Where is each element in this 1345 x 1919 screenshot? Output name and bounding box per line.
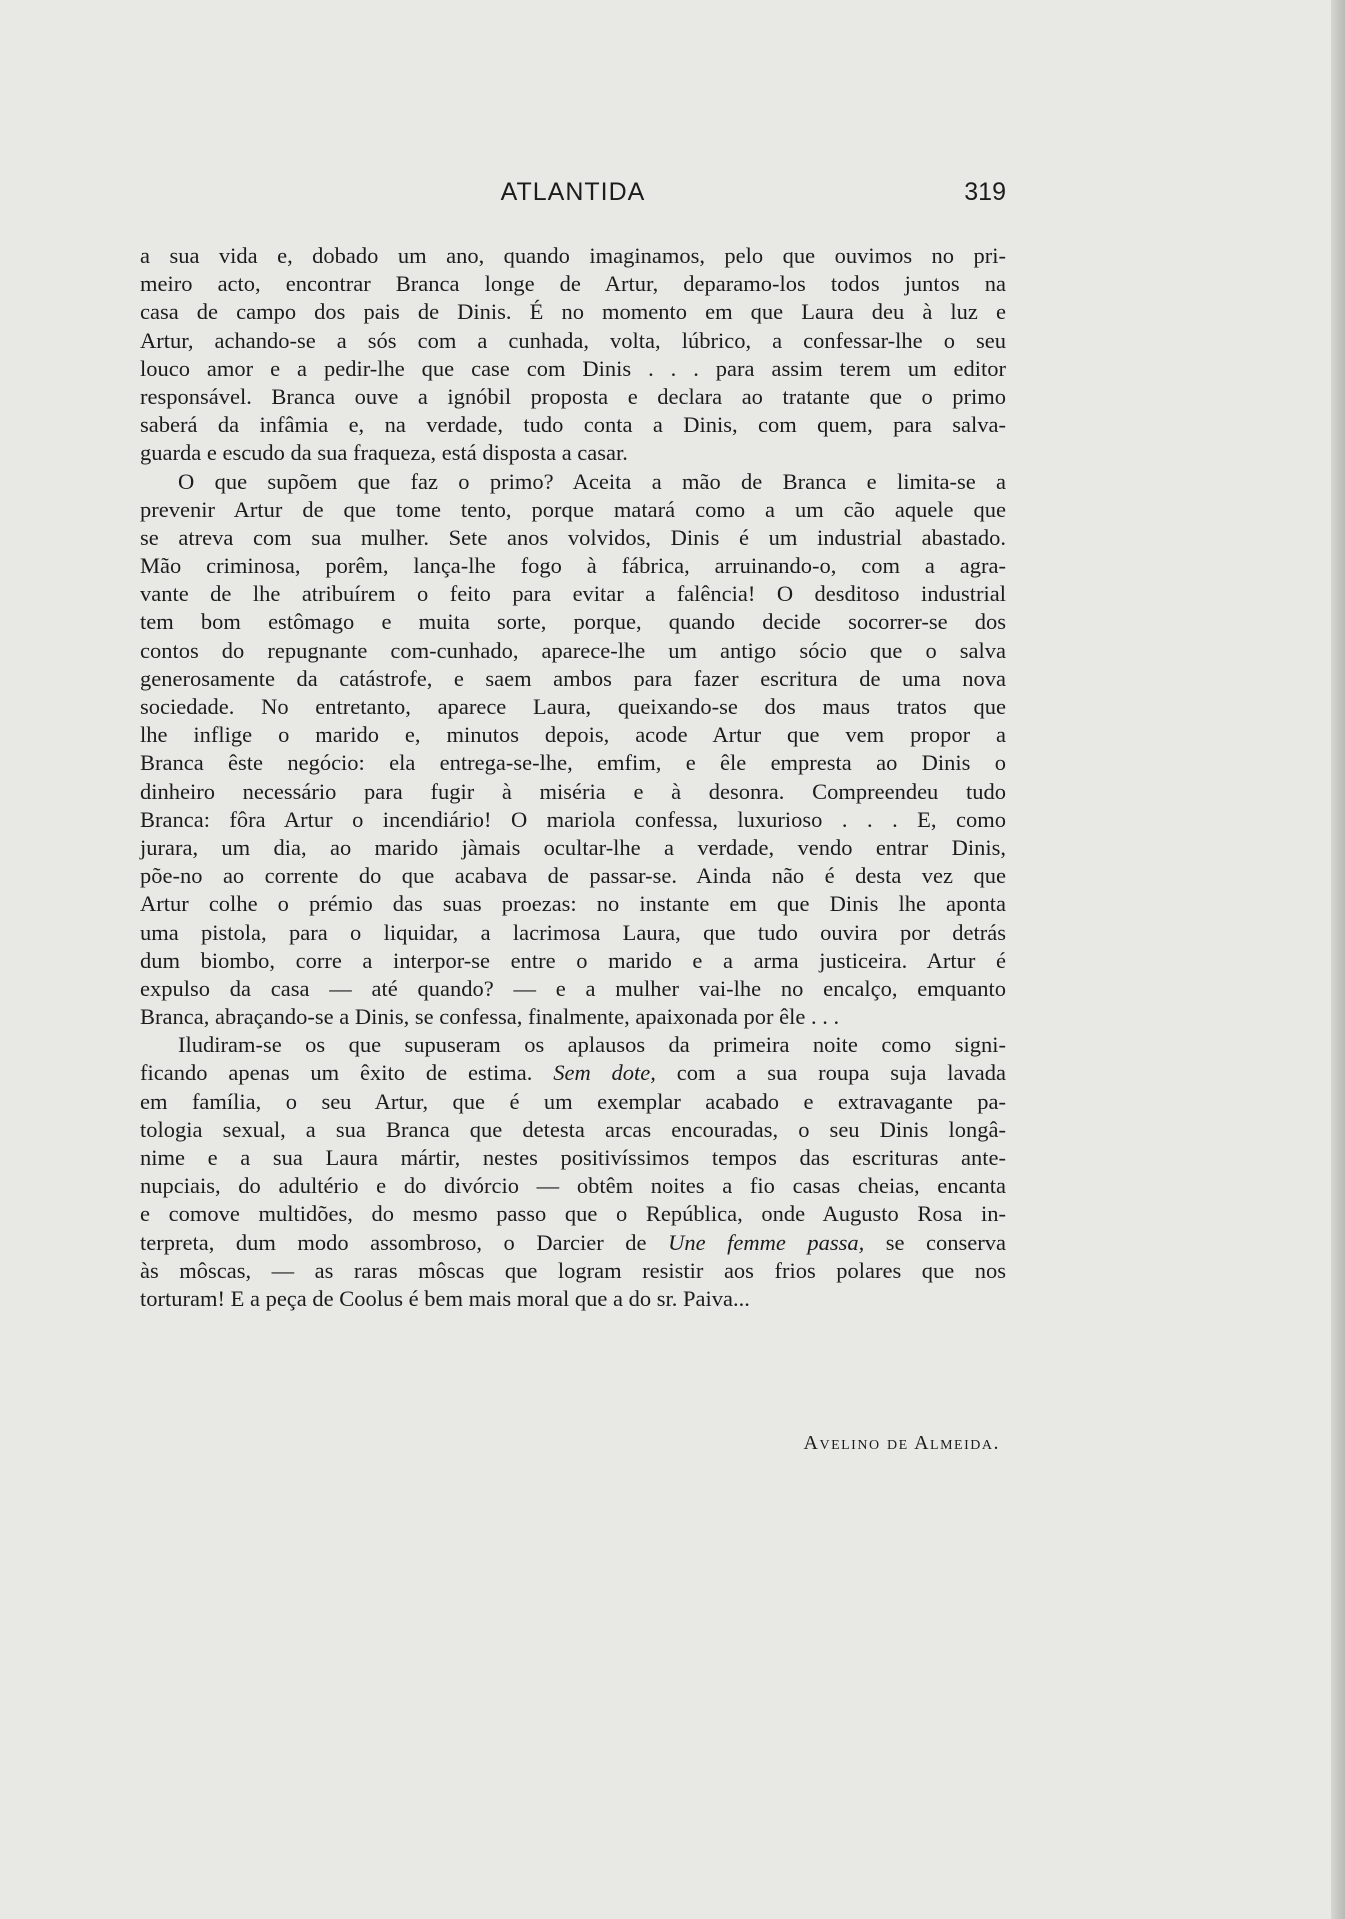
text-line: torturam! E a peça de Coolus é bem mais moral que a do sr. Paiva... bbox=[140, 1285, 750, 1311]
text-line: tologia sexual, a sua Branca que detesta arcas encouradas, o seu Dinis longâ- bbox=[140, 1116, 1006, 1142]
text-line: contos do repugnante com-cunhado, aparece-lhe um antigo sócio que o salva bbox=[140, 637, 1006, 663]
text-line: sociedade. No entretanto, aparece Laura, queixando-se dos maus tratos que bbox=[140, 694, 1006, 719]
text-line: Artur, achando-se a sós com a cunhada, volta, lúbrico, a confessar-lhe o seu bbox=[140, 327, 1006, 353]
running-title: ATLANTIDA bbox=[500, 178, 646, 206]
text-line: generosamente da catástrofe, e saem ambos para fazer escritura de uma nova bbox=[140, 665, 1006, 691]
text-line: vante de lhe atribuírem o feito para evitar a falência! O desditoso industrial bbox=[140, 581, 1006, 607]
article-body bbox=[140, 242, 1006, 1313]
text-line: prevenir Artur de que tome tento, porque matará como a um cão aquele que bbox=[140, 496, 1006, 522]
text-line: expulso da casa — até quando? — e a mulher vai-lhe no encalço, emquanto bbox=[140, 975, 1006, 1001]
running-header bbox=[140, 176, 1006, 212]
author-signature: Avelino de Almeida. bbox=[803, 1432, 1000, 1454]
page-number: 319 bbox=[964, 178, 1006, 206]
text-segment: se conserva bbox=[885, 1229, 1006, 1255]
text-line-mixed bbox=[140, 1059, 1006, 1087]
text-line: Branca êste negócio: ela entrega-se-lhe, emfim, e êle empresta ao Dinis o bbox=[140, 750, 1006, 776]
text-line: O que supõem que faz o primo? Aceita a mão de Branca e limita-se a bbox=[178, 468, 1006, 494]
text-segment: ficando apenas um êxito de estima. bbox=[140, 1060, 533, 1086]
text-line: saberá da infâmia e, na verdade, tudo conta a Dinis, com quem, para salva- bbox=[140, 412, 1006, 438]
text-line: Branca: fôra Artur o incendiário! O mariola confessa, luxurioso . . . E, como bbox=[140, 806, 1006, 832]
text-line: nime e a sua Laura mártir, nestes positivíssimos tempos das escrituras ante- bbox=[140, 1145, 1006, 1170]
text-line: nupciais, do adultério e do divórcio — obtêm noites a fio casas cheias, encanta bbox=[140, 1173, 1006, 1199]
text-line: uma pistola, para o liquidar, a lacrimosa Laura, que tudo ouvira por detrás bbox=[140, 919, 1006, 945]
text-line: em família, o seu Artur, que é um exemplar acabado e extravagante pa- bbox=[140, 1088, 1006, 1114]
text-line: meiro acto, encontrar Branca longe de Artur, deparamo-los todos juntos na bbox=[140, 271, 1006, 297]
text-line: dum biombo, corre a interpor-se entre o marido e a arma justiceira. Artur é bbox=[140, 947, 1006, 973]
text-line: Artur colhe o prémio das suas proezas: no instante em que Dinis lhe aponta bbox=[140, 891, 1006, 917]
text-line: guarda e escudo da sua fraqueza, está disposta a casar. bbox=[140, 440, 628, 466]
text-line: Iludiram-se os que supuseram os aplausos da primeira noite como signi- bbox=[178, 1032, 1006, 1058]
text-line: põe-no ao corrente do que acabava de passar-se. Ainda não é desta vez que bbox=[140, 863, 1006, 889]
text-line: louco amor e a pedir-lhe que case com Dinis . . . para assim terem um editor bbox=[140, 355, 1006, 381]
page-edge-shadow bbox=[1331, 0, 1345, 1919]
text-line-mixed bbox=[140, 1229, 1006, 1257]
text-line: dinheiro necessário para fugir à miséria e à desonra. Compreendeu tudo bbox=[140, 778, 1006, 804]
text-line: Mão criminosa, porêm, lança-lhe fogo à fábrica, arruinando-o, com a agra- bbox=[140, 553, 1006, 579]
text-line: e comove multidões, do mesmo passo que o República, onde Augusto Rosa in- bbox=[140, 1201, 1006, 1227]
text-line: se atreva com sua mulher. Sete anos volvidos, Dinis é um industrial abastado. bbox=[140, 524, 1006, 550]
play-title-italic: Une femme passa, bbox=[668, 1229, 865, 1255]
text-segment: com a sua roupa suja lavada bbox=[676, 1060, 1007, 1086]
text-line: a sua vida e, dobado um ano, quando imaginamos, pelo que ouvimos no pri- bbox=[140, 243, 1006, 268]
text-line: lhe inflige o marido e, minutos depois, acode Artur que vem propor a bbox=[140, 722, 1006, 748]
text-line: às môscas, — as raras môscas que logram resistir aos frios polares que nos bbox=[140, 1257, 1006, 1283]
text-line: casa de campo dos pais de Dinis. É no momento em que Laura deu à luz e bbox=[140, 299, 1006, 325]
text-line: Branca, abraçando-se a Dinis, se confessa, finalmente, apaixonada por êle . . . bbox=[140, 1004, 840, 1030]
text-line: tem bom estômago e muita sorte, porque, quando decide socorrer-se dos bbox=[140, 609, 1006, 635]
play-title-italic: Sem dote, bbox=[553, 1060, 656, 1086]
text-line: responsável. Branca ouve a ignóbil proposta e declara ao tratante que o primo bbox=[140, 383, 1006, 409]
text-line: jurara, um dia, ao marido jàmais ocultar-lhe a verdade, vendo entrar Dinis, bbox=[140, 834, 1006, 860]
text-segment: terpreta, dum modo assombroso, o Darcier de bbox=[140, 1229, 647, 1255]
